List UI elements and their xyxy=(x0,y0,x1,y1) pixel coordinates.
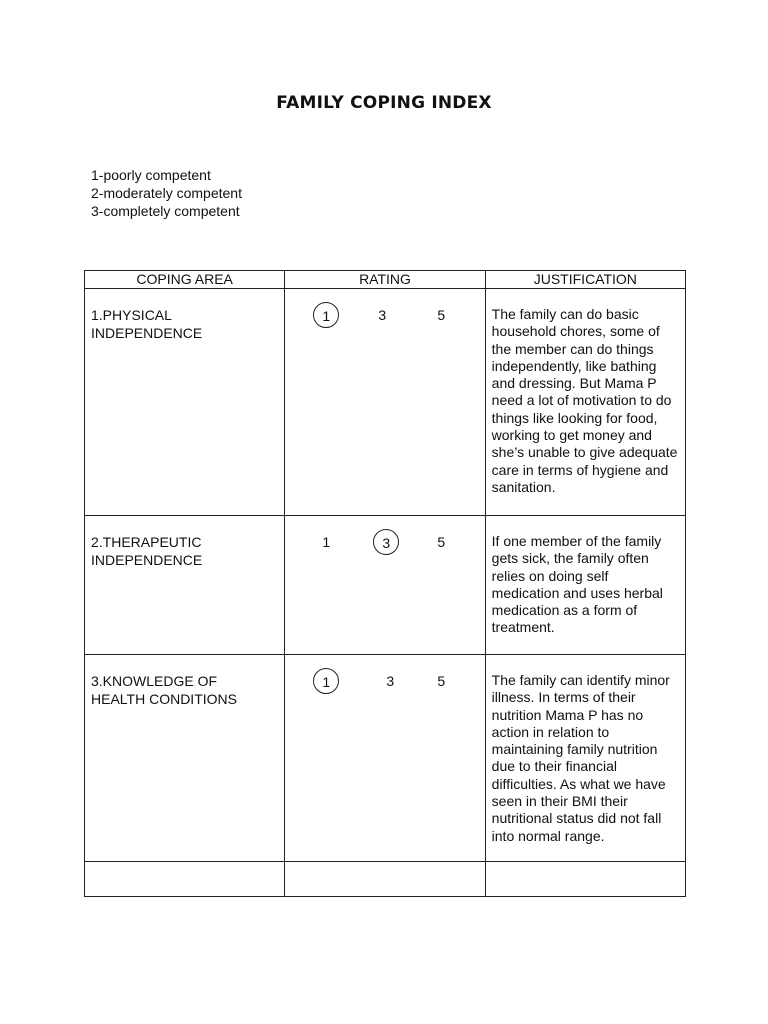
coping-area-label: 1.PHYSICAL xyxy=(91,307,172,323)
table-row xyxy=(85,655,686,862)
coping-area-cell xyxy=(85,289,285,516)
table-header-row xyxy=(85,271,686,289)
rating-legend xyxy=(91,166,242,220)
justification-text: The family can do basic household chores, some of the member can do things independently, like bathing and dressing. But Mama P need a lot of motivation to do things like looking for food, working to get money and she’s unable to give adequate care in terms of hygiene and sanitation. xyxy=(491,306,678,495)
header-justification: JUSTIFICATION xyxy=(485,271,685,289)
rating-cell xyxy=(285,289,485,516)
empty-cell xyxy=(285,862,485,897)
coping-area-label: INDEPENDENCE xyxy=(91,552,203,568)
coping-area-label: 3.KNOWLEDGE OF xyxy=(91,673,218,689)
rating-option: 3 xyxy=(378,307,387,323)
justification-cell xyxy=(485,516,685,655)
coping-area-label: HEALTH CONDITIONS xyxy=(91,691,237,707)
table-row xyxy=(85,289,686,516)
table-row xyxy=(85,516,686,655)
rating-option-selected: 1 xyxy=(313,302,339,328)
justification-text: If one member of the family gets sick, the family often relies on doing self medication and uses herbal medication as a form of treatment. xyxy=(491,533,663,636)
empty-cell xyxy=(85,862,285,897)
rating-option: 5 xyxy=(437,534,446,550)
justification-cell xyxy=(485,655,685,862)
justification-cell xyxy=(485,289,685,516)
rating-option-selected: 1 xyxy=(313,668,339,694)
coping-area-cell xyxy=(85,516,285,655)
rating-option-selected: 3 xyxy=(373,529,399,555)
coping-area-label: INDEPENDENCE xyxy=(91,325,203,341)
justification-text: The family can identify minor illness. In terms of their nutrition Mama P has no action in relation to maintaining family nutrition due to their financial difficulties. As what we have seen in their BMI their nutritional status did not fall into normal range. xyxy=(491,672,670,844)
legend-item: 3-completely competent xyxy=(91,203,240,219)
rating-cell xyxy=(285,516,485,655)
rating-option: 5 xyxy=(437,673,446,689)
header-coping-area: COPING AREA xyxy=(85,271,285,289)
page-title: FAMILY COPING INDEX xyxy=(276,93,492,113)
header-rating: RATING xyxy=(285,271,485,289)
coping-area-label: 2.THERAPEUTIC xyxy=(91,534,202,550)
table-row-empty xyxy=(85,862,686,897)
rating-cell xyxy=(285,655,485,862)
rating-option: 5 xyxy=(437,307,446,323)
empty-cell xyxy=(485,862,685,897)
rating-option: 1 xyxy=(322,534,331,550)
coping-area-cell xyxy=(85,655,285,862)
legend-item: 1-poorly competent xyxy=(91,167,211,183)
rating-option: 3 xyxy=(386,673,395,689)
coping-index-table xyxy=(84,270,686,897)
legend-item: 2-moderately competent xyxy=(91,185,242,201)
